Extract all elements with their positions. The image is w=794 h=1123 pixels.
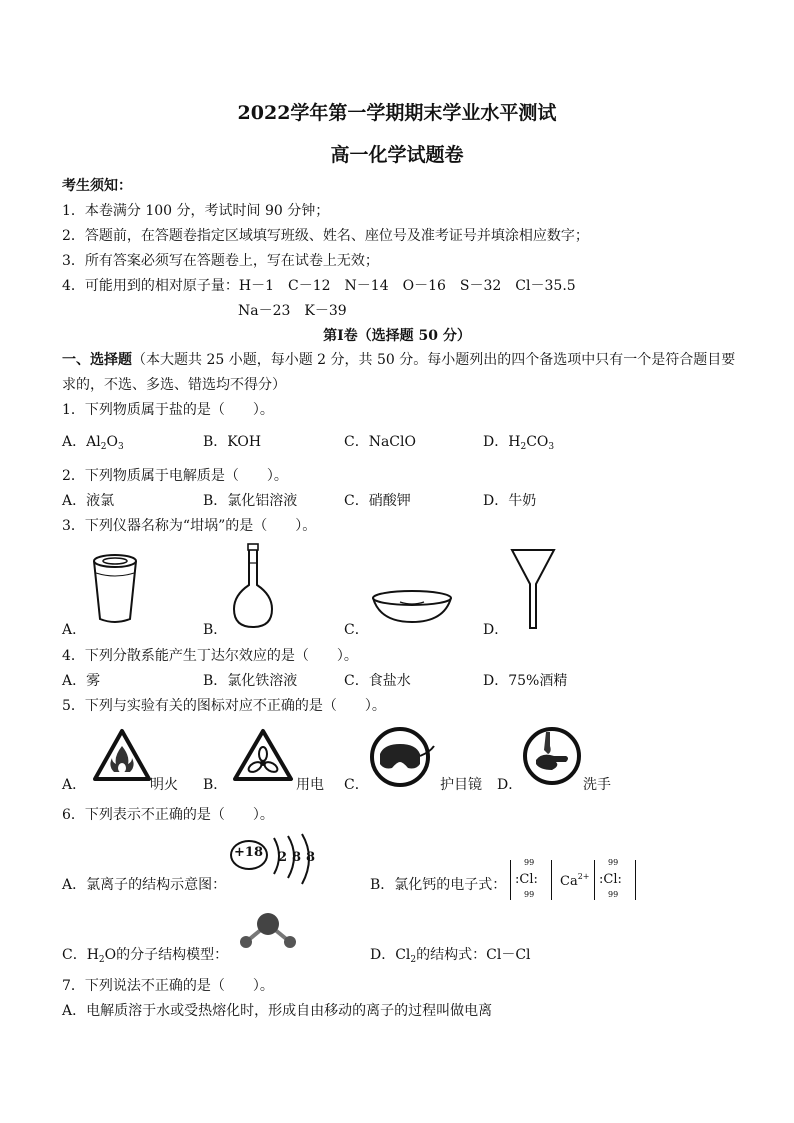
crucible-icon bbox=[90, 553, 140, 627]
ca-text: Ca bbox=[560, 874, 578, 889]
q1-option-d[interactable] bbox=[483, 431, 554, 452]
formula-sub: 3 bbox=[548, 442, 555, 452]
ca-charge: 2+ bbox=[577, 872, 590, 881]
q1-option-b[interactable]: B．KOH bbox=[203, 434, 262, 450]
chlorine-symbol: :Cl: bbox=[515, 872, 538, 887]
electricity-warning-icon bbox=[232, 728, 294, 782]
q3-option-a[interactable]: A． bbox=[62, 622, 87, 638]
q5-a-text: 明火 bbox=[150, 777, 178, 793]
cl-text: Cl bbox=[603, 872, 618, 887]
q1-a-label: A． bbox=[62, 434, 87, 450]
q3-option-d[interactable]: D． bbox=[483, 622, 509, 638]
volumetric-flask-icon bbox=[230, 543, 276, 629]
q7-option-a[interactable]: A．电解质溶于水或受热熔化时，形成自由移动的离子的过程叫做电离 bbox=[62, 1003, 493, 1019]
exam-title: 2022学年第一学期期末学业水平测试 bbox=[237, 102, 557, 124]
q1-option-a[interactable] bbox=[62, 431, 124, 452]
formula-sub: 2 bbox=[100, 442, 107, 452]
dots-top: 99 bbox=[608, 858, 619, 867]
q4-option-d[interactable]: D．75%酒精 bbox=[483, 673, 568, 689]
notice-item-cont: Na－23 K－39 bbox=[238, 303, 347, 319]
q6-option-b[interactable]: B．氯化钙的电子式： bbox=[370, 877, 507, 893]
q5-option-d[interactable]: D． bbox=[497, 777, 523, 793]
formula-sub: 3 bbox=[117, 442, 124, 452]
section-title: 第Ⅰ卷（选择题 50 分） bbox=[323, 328, 471, 344]
q4-option-a[interactable]: A．雾 bbox=[62, 673, 101, 689]
q6-d-pre: D．Cl bbox=[370, 947, 411, 963]
q2-option-b[interactable]: B．氯化铝溶液 bbox=[203, 493, 298, 509]
section-instr-bold: 一、选择题 bbox=[62, 352, 132, 368]
q5-b-text: 用电 bbox=[296, 777, 324, 793]
q6-d-post: 的结构式：Cl－Cl bbox=[416, 947, 531, 963]
q5-c-text: 护目镜 bbox=[440, 777, 482, 793]
q7-stem: 7．下列说法不正确的是（ ）。 bbox=[62, 978, 274, 994]
q2-stem: 2．下列物质属于电解质是（ ）。 bbox=[62, 468, 288, 484]
formula-sub: 2 bbox=[98, 955, 105, 965]
q5-d-text: 洗手 bbox=[583, 777, 611, 793]
dots-bottom: 99 bbox=[608, 890, 619, 899]
formula-sub: 2 bbox=[410, 955, 417, 965]
q4-option-c[interactable]: C．食盐水 bbox=[344, 673, 411, 689]
q6-c-pre: C．H bbox=[62, 947, 99, 963]
hand-wash-icon bbox=[522, 726, 582, 786]
formula-sub: 2 bbox=[520, 442, 527, 452]
goggles-icon bbox=[370, 726, 436, 788]
dots-top: 99 bbox=[524, 858, 535, 867]
q2-option-a[interactable]: A．液氯 bbox=[62, 493, 115, 509]
q4-stem: 4．下列分散系能产生丁达尔效应的是（ ）。 bbox=[62, 648, 358, 664]
formula-co: CO bbox=[526, 434, 549, 450]
q6-option-a[interactable]: A．氯离子的结构示意图： bbox=[62, 877, 227, 893]
shell-count: 8 bbox=[292, 850, 302, 865]
q6-c-post: O的分子结构模型： bbox=[104, 947, 229, 963]
formula-al: Al bbox=[86, 434, 101, 450]
chlorine-symbol: :Cl: bbox=[599, 872, 622, 887]
notice-item: 2．答题前，在答题卷指定区域填写班级、姓名、座位号及准考证号并填涂相应数字； bbox=[62, 228, 589, 244]
funnel-icon bbox=[510, 548, 556, 630]
q5-option-a[interactable]: A． bbox=[62, 777, 87, 793]
notice-item: 3．所有答案必须写在答题卷上，写在试卷上无效； bbox=[62, 253, 379, 269]
section-instructions-line2: 求的，不选、多选、错选均不得分） bbox=[62, 377, 286, 393]
q4-option-b[interactable]: B．氯化铁溶液 bbox=[203, 673, 298, 689]
q1-stem: 1．下列物质属于盐的是（ ）。 bbox=[62, 402, 274, 418]
notice-heading: 考生须知： bbox=[62, 178, 132, 194]
section-instructions bbox=[62, 349, 735, 369]
notice-item: 4．可能用到的相对原子量：H－1 C－12 N－14 O－16 S－32 Cl－35.5 bbox=[62, 278, 576, 294]
q6-stem: 6．下列表示不正确的是（ ）。 bbox=[62, 807, 274, 823]
q5-option-b[interactable]: B． bbox=[203, 777, 228, 793]
q6-option-c[interactable] bbox=[62, 944, 228, 965]
shell-count: 8 bbox=[306, 850, 316, 865]
shell-count: 2 bbox=[278, 850, 288, 865]
dots-bottom: 99 bbox=[524, 890, 535, 899]
section-instr-line1: （本大题共 25 小题，每小题 2 分，共 50 分。每小题列出的四个备选项中只有一个是符合题目要 bbox=[132, 352, 736, 368]
q1-d-label: D． bbox=[483, 434, 509, 450]
q6-option-d[interactable] bbox=[370, 944, 531, 965]
q2-option-d[interactable]: D．牛奶 bbox=[483, 493, 537, 509]
q3-stem: 3．下列仪器名称为“坩埚”的是（ ）。 bbox=[62, 518, 317, 534]
q2-option-c[interactable]: C．硝酸钾 bbox=[344, 493, 411, 509]
cacl2-electron-formula bbox=[510, 860, 640, 902]
exam-subtitle: 高一化学试题卷 bbox=[330, 144, 464, 166]
formula-h: H bbox=[508, 434, 521, 450]
q1-option-c[interactable]: C．NaClO bbox=[344, 434, 416, 450]
q3-option-b[interactable]: B． bbox=[203, 622, 228, 638]
nucleus-charge: +18 bbox=[234, 845, 263, 860]
notice-item: 1．本卷满分 100 分，考试时间 90 分钟； bbox=[62, 203, 330, 219]
formula-o: O bbox=[106, 434, 118, 450]
q5-stem: 5．下列与实验有关的图标对应不正确的是（ ）。 bbox=[62, 698, 386, 714]
q5-option-c[interactable]: C． bbox=[344, 777, 369, 793]
evaporating-dish-icon bbox=[370, 588, 454, 624]
calcium-ion bbox=[560, 872, 590, 889]
chloride-ion-diagram bbox=[230, 832, 320, 888]
water-molecule-model-icon bbox=[236, 912, 300, 952]
q3-option-c[interactable]: C． bbox=[344, 622, 369, 638]
cl-text: Cl bbox=[519, 872, 534, 887]
flame-warning-icon bbox=[92, 728, 152, 782]
